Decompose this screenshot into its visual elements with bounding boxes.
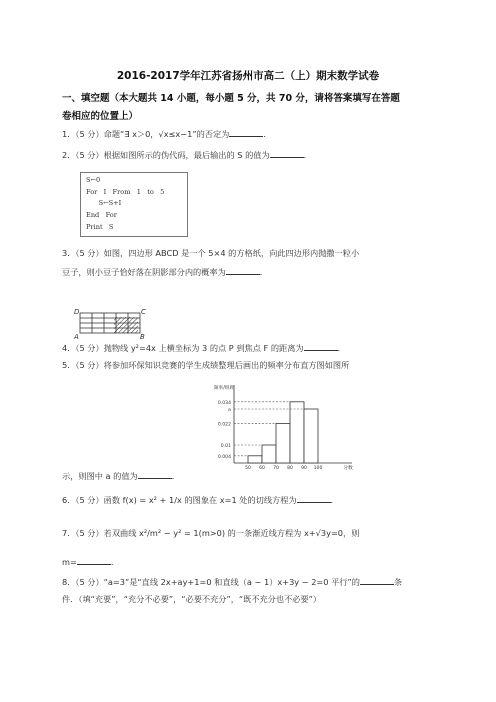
code-line: S←0 <box>86 176 101 184</box>
question-3-line2: 豆子，则小豆子恰好落在阴影部分内的概率为 ． <box>62 267 268 277</box>
y-tick-label: 0.034 <box>217 400 231 406</box>
code-line: For I From 1 to 5 <box>86 188 165 196</box>
question-5-line1: 5．（5 分）将参加环保知识竞赛的学生成绩整理后画出的频率分布直方图如图所 <box>62 360 350 370</box>
code-line: End For <box>86 211 117 219</box>
section-heading-line1: 一、填空题（本大题共 14 小题，每小题 5 分，共 70 分，请将答案填写在答题 <box>62 93 400 104</box>
frequency-histogram <box>208 383 356 477</box>
label-C: C <box>141 308 146 316</box>
histogram-bar <box>304 409 318 463</box>
section-heading-line2: 卷相应的位置上） <box>62 111 139 122</box>
label-B: B <box>140 333 145 341</box>
histogram-bar <box>248 456 262 463</box>
answer-blank <box>138 470 172 479</box>
question-4: 4．（5 分）抛物线 y²=4x 上横坐标为 3 的点 P 到焦点 F 的距离为 ． <box>62 343 346 353</box>
question-6: 6．（5 分）函数 f(x) = x² + 1/x 的图象在 x=1 处的切线方程为 ． <box>62 495 339 505</box>
question-7-line1: 7．（5 分）若双曲线 x²/m² − y² = 1(m>0) 的一条渐近线方程为 x+√3y=0，则 <box>62 528 360 538</box>
x-axis-label: 分数 <box>343 466 353 471</box>
answer-blank <box>297 494 331 503</box>
x-tick-label: 60 <box>259 466 265 471</box>
grid-svg <box>74 308 158 341</box>
answer-blank <box>304 342 338 351</box>
histogram-bar <box>262 445 276 463</box>
histogram-bar <box>290 402 304 463</box>
x-tick-label: 90 <box>301 466 307 471</box>
x-tick-label: 50 <box>245 466 251 471</box>
page-title: 2016-2017学年江苏省扬州市高二（上）期末数学试卷 <box>116 70 380 82</box>
y-tick-label: 0.022 <box>217 422 231 428</box>
y-tick-label: 0.004 <box>217 454 231 460</box>
question-1: 1．（5 分）命题“∃ x＞0，√x≤x−1”的否定为 ． <box>62 129 272 139</box>
shaded-region <box>114 317 138 333</box>
code-line: Print S <box>86 223 114 231</box>
question-2-text: 2．（5 分）根据如图所示的伪代码，最后输出的 S 的值为 <box>62 150 270 160</box>
question-2: 2．（5 分）根据如图所示的伪代码，最后输出的 S 的值为 ． <box>62 150 312 160</box>
question-7-line2: m= ． <box>62 557 120 567</box>
x-tick-label: 70 <box>273 466 279 471</box>
question-1-text: 1．（5 分）命题“∃ x＞0，√x≤x−1”的否定为 <box>62 129 230 139</box>
histogram-svg <box>208 383 356 473</box>
question-8-line2: 件．（填“充要”，“充分不必要”，“必要不充分”，“既不充分也不必要”） <box>62 594 322 604</box>
answer-blank <box>226 266 260 275</box>
x-tick-label: 80 <box>287 466 293 471</box>
y-tick-label: 0.01 <box>220 444 231 449</box>
x-tick-label: 100 <box>313 466 323 471</box>
answer-blank <box>360 576 394 585</box>
answer-blank <box>229 128 263 137</box>
answer-blank <box>77 556 111 565</box>
answer-blank <box>270 149 304 158</box>
question-5-line2: 示，则图中 a 的值为 ． <box>62 471 180 481</box>
code-line: S←S+I <box>86 199 122 207</box>
label-D: D <box>74 308 80 316</box>
pseudocode-box <box>80 172 188 237</box>
grid-figure <box>74 309 158 341</box>
histogram-bar <box>276 423 290 463</box>
label-A: A <box>74 333 79 341</box>
question-8-line1: 8．（5 分）“a=3”是“直线 2x+ay+1=0 和直线（a − 1）x+3y − 2=0 平行”的 条 <box>62 577 403 587</box>
y-tick-label: a <box>228 408 231 413</box>
y-axis-label: 频率/组距 <box>213 386 235 391</box>
question-3-line1: 3．（5 分）如图，四边形 ABCD 是一个 5×4 的方格纸，向此四边形内抛撒一粒小 <box>62 248 360 258</box>
